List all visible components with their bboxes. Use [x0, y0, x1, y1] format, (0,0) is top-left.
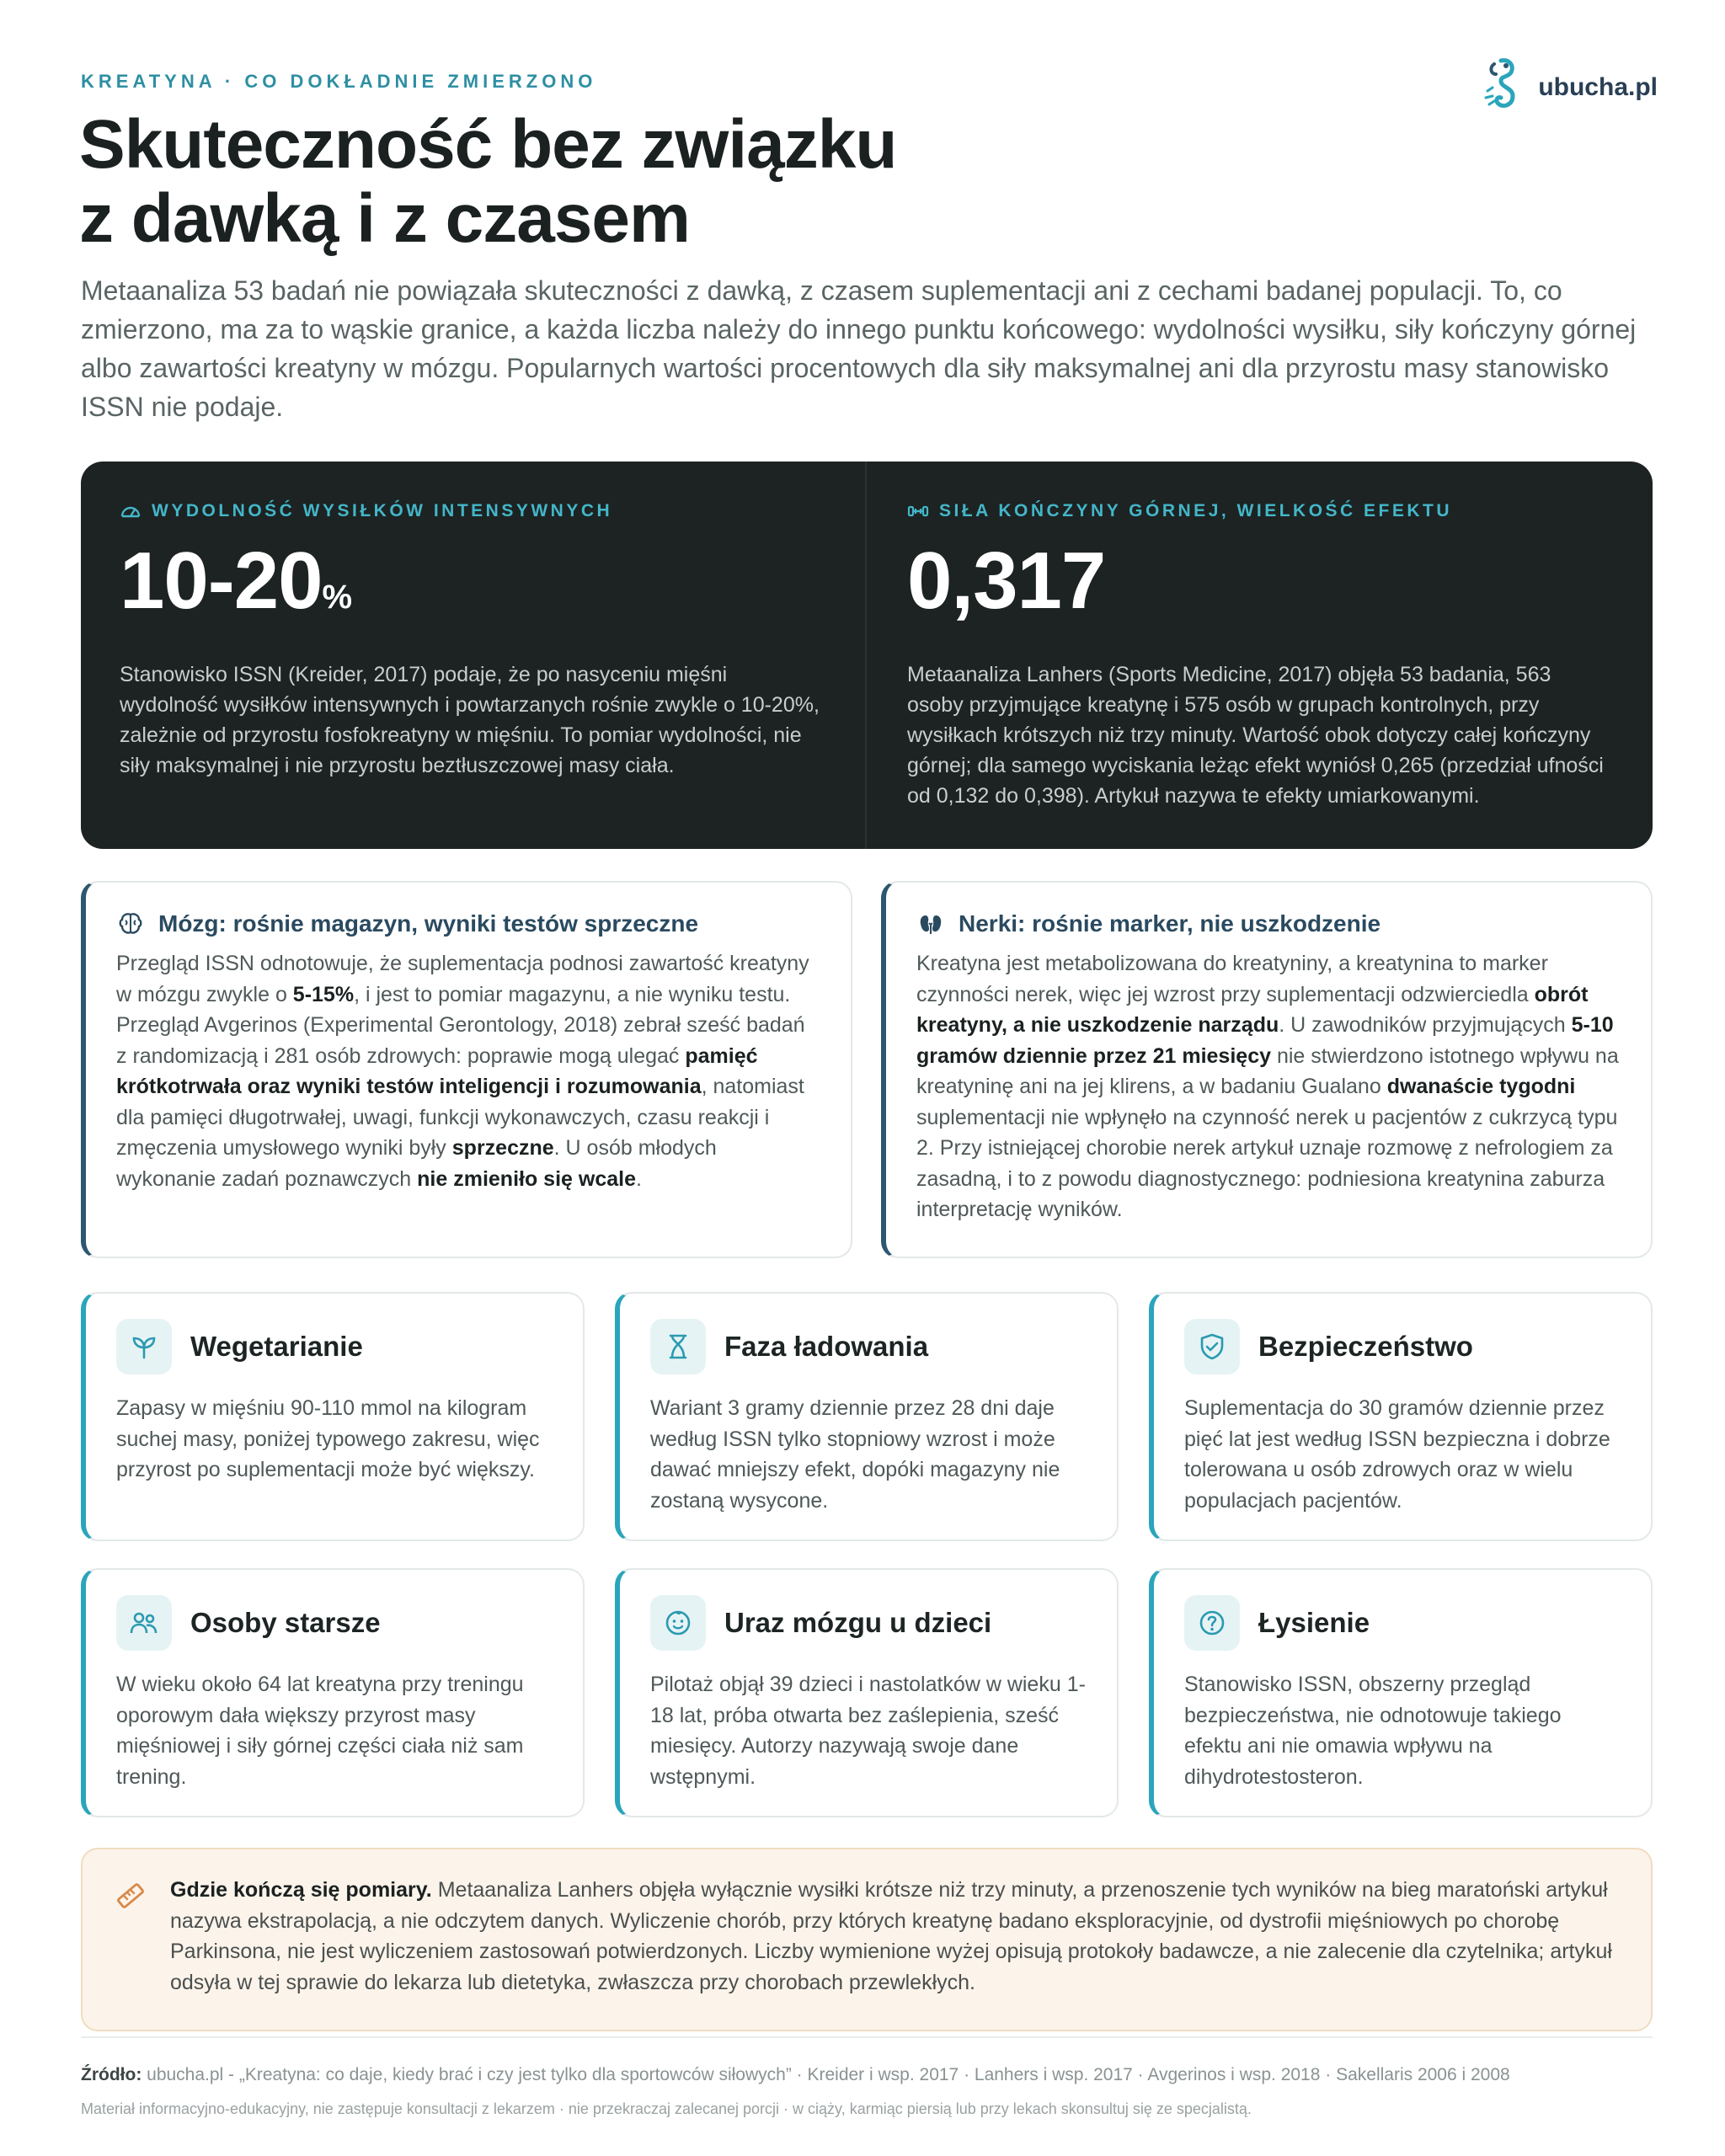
- kicker: KREATYNA · CO DOKŁADNIE ZMIERZONO: [81, 71, 597, 92]
- card-loading-phase: [615, 1292, 1119, 1541]
- hero-label-strength: [907, 500, 1612, 522]
- text-run: Przegląd ISSN odnotowuje, że suplementacja podnosi zawartość kreatyny w mózgu zwykle o: [116, 952, 809, 1006]
- text-run: suplementacji nie wpłynęło na czynność nerek u pacjentów z cukrzycą typu 2. Przy istniejącej chorobie nerek artykuł uznaje rozmowę z nefrologiem za zasadną, i to z powodu diagnostycznego: podniesiona kreatynina zaburza interpretację wyników.: [916, 1105, 1618, 1221]
- text-run: nie stwierdzono istotnego wpływu na kreatyninę ani na jej klirens, a w badaniu Gualano: [916, 1043, 1619, 1098]
- source-line: [81, 2065, 1510, 2085]
- ruler-icon: [113, 1880, 147, 1913]
- footer-divider: [81, 2036, 1653, 2038]
- gauge-icon: [120, 500, 142, 522]
- brand-logo[interactable]: [1476, 54, 1658, 121]
- question-icon: [1196, 1607, 1228, 1639]
- brain-card-text: [116, 948, 820, 1194]
- hero-value-number: 0,317: [907, 536, 1106, 626]
- card-title: Osoby starsze: [190, 1607, 381, 1638]
- icon-box: [650, 1319, 706, 1374]
- hourglass-icon: [662, 1331, 694, 1363]
- card-title: Faza ładowania: [724, 1331, 929, 1362]
- source-label: Źródło:: [81, 2065, 142, 2084]
- brain-card-heading: Mózg: rośnie magazyn, wyniki testów sprzeczne: [158, 910, 699, 937]
- card-text: W wieku około 64 lat kreatyna przy treningu oporowym dała większy przyrost masy mięśniowej i siły górnej części ciała niż sam trening.: [116, 1673, 524, 1789]
- card-title: Wegetarianie: [190, 1331, 363, 1362]
- hero-stat-performance: [81, 462, 865, 849]
- kidneys-icon: [916, 910, 945, 938]
- shield-check-icon: [1196, 1331, 1228, 1363]
- brain-card: [81, 881, 852, 1258]
- card-text: Pilotaż objął 39 dzieci i nastolatków w wieku 1-18 lat, próba otwarta bez zaślepienia, sześć miesięcy. Autorzy nazywają swoje dane wstępnymi.: [650, 1673, 1086, 1789]
- hero-description: Metaanaliza Lanhers (Sports Medicine, 2017) objęła 53 badania, 563 osoby przyjmujące kreatynę i 575 osób w grupach kontrolnych, przy wysiłkach krótszych niż trzy minuty. Wartość obok dotyczy całej kończyny górnej; dla samego wyciskania leżąc efekt wyniósł 0,265 (przedział ufności od 0,132 do 0,398). Artykuł nazywa te efekty umiarkowanymi.: [907, 663, 1604, 808]
- card-text: Wariant 3 gramy dziennie przez 28 dni daje według ISSN tylko stopniowy wzrost i może dawać mniejszy efekt, dopóki magazyny nie zostaną wysycone.: [650, 1396, 1060, 1513]
- title-line-1: Skuteczność bez związku: [79, 106, 897, 183]
- note-body: Metaanaliza Lanhers objęła wyłącznie wysiłki krótsze niż trzy minuty, a przenoszenie tych wyników na bieg maratoński artykuł nazywa ekstrapolacją, a nie odczytem danych. Wyliczenie chorób, przy których kreatynę badano eksploracyjnie, od dystrofii mięśniowych po chorobę Parkinsona, nie jest wyliczeniem zastosowań potwierdzonych. Liczby wymienione wyżej opisują protokoły badawcze, a nie zalecenie dla czytelnika; artykuł odsyła w tej sprawie do lekarza lub dietetyka, zwłaszcza przy chorobach przewlekłych.: [170, 1878, 1612, 1994]
- kidneys-card-heading: Nerki: rośnie marker, nie uszkodzenie: [959, 910, 1381, 937]
- page-title: [79, 108, 896, 256]
- icon-box: [116, 1319, 172, 1374]
- card-safety: [1149, 1292, 1653, 1541]
- emphasis: 5-10 gramów dziennie przez 21 miesięcy: [916, 1013, 1614, 1068]
- hero-label-performance: [120, 500, 825, 522]
- child-face-icon: [662, 1607, 694, 1639]
- text-run: . U osób młodych wykonanie zadań poznawczych: [116, 1136, 717, 1191]
- icon-box: [116, 1595, 172, 1651]
- hero-value-unit: %: [322, 579, 353, 616]
- icon-box: [1184, 1319, 1240, 1374]
- hero-label-text: WYDOLNOŚĆ WYSIŁKÓW INTENSYWNYCH: [152, 501, 613, 520]
- card-text: Suplementacja do 30 gramów dziennie przez pięć lat jest według ISSN bezpieczna i dobrze tolerowana u osób zdrowych oraz w wielu populacjach pacjentów.: [1184, 1396, 1610, 1513]
- card-head: [1184, 1595, 1621, 1651]
- kidneys-card-text: [916, 948, 1621, 1225]
- text-run: .: [635, 1166, 642, 1191]
- emphasis: sprzeczne: [451, 1136, 554, 1160]
- measurement-limits-note: [81, 1848, 1653, 2031]
- card-hair-loss: [1149, 1568, 1653, 1817]
- hero-value-number: 10-20: [120, 536, 323, 626]
- card-title: Uraz mózgu u dzieci: [724, 1607, 992, 1638]
- dumbbell-icon: [907, 500, 929, 522]
- icon-box: [650, 1595, 706, 1651]
- brain-card-title: [116, 910, 820, 938]
- text-run: Kreatyna jest metabolizowana do kreatyniny, a kreatynina to marker czynności nerek, więc jej wzrost przy suplementacji odzwierciedla: [916, 952, 1548, 1006]
- kidneys-card: [881, 881, 1653, 1258]
- text-run: , i jest to pomiar magazynu, a nie wyniku testu. Przegląd Avgerinos (Experimental Gerontology, 2018) zebrał sześć badań z randomizacją i 281 osób zdrowych: poprawie mogą ulegać: [116, 982, 805, 1068]
- card-older-people: [81, 1568, 585, 1817]
- card-title: Bezpieczeństwo: [1258, 1331, 1473, 1362]
- card-head: [650, 1595, 1087, 1651]
- brain-icon: [116, 910, 145, 938]
- card-head: [116, 1319, 553, 1374]
- intro-text: Metaanaliza 53 badań nie powiązała skuteczności z dawką, z czasem suplementacji ani z cechami badanej populacji. To, co zmierzono, ma za to wąskie granice, a każda liczba należy do innego punktu końcowego: wydolności wysiłku, siły kończyny górnej albo zawartości kreatyny w mózgu. Popularnych wartości procentowych dla siły maksymalnej ani dla przyrostu masy stanowisko ISSN nie podaje.: [81, 275, 1637, 422]
- emphasis: 5-15%: [292, 982, 355, 1006]
- title-line-2: z dawką i z czasem: [79, 180, 690, 257]
- card-child-brain-injury: [615, 1568, 1119, 1817]
- sprout-icon: [128, 1331, 160, 1363]
- hero-label-text: SIŁA KOŃCZYNY GÓRNEJ, WIELKOŚĆ EFEKTU: [939, 501, 1453, 520]
- text-run: . U zawodników przyjmujących: [1279, 1013, 1572, 1037]
- note-heading: Gdzie kończą się pomiary.: [170, 1878, 432, 1902]
- emphasis: dwanaście tygodni: [1386, 1075, 1576, 1098]
- card-text: Zapasy w mięśniu 90-110 mmol na kilogram suchej masy, poniżej typowego zakresu, więc przyrost po suplementacji może być większy.: [116, 1396, 540, 1481]
- text-run: , natomiast dla pamięci długotrwałej, uwagi, funkcji wykonawczych, czasu reakcji i zmęczenia umysłowego wyniki były: [116, 1075, 804, 1160]
- kidneys-card-title: [916, 910, 1621, 938]
- disclaimer: Materiał informacyjno-edukacyjny, nie zastępuje konsultacji z lekarzem · nie przekraczaj zalecanej porcji · w ciąży, karmiąc piersią lub przy lekach skonsultuj się ze specjalistą.: [81, 2100, 1252, 2117]
- seahorse-logo-icon: [1476, 54, 1526, 121]
- hero-panel: [81, 462, 1653, 849]
- hero-value: [120, 536, 825, 639]
- hero-description: Stanowisko ISSN (Kreider, 2017) podaje, że po nasyceniu mięśni wydolność wysiłków intensywnych i powtarzanych rośnie zwykle o 10-20%, zależnie od przyrostu fosfokreatyny w mięśniu. To pomiar wydolności, nie siły maksymalnej i nie przyrostu beztłuszczowej masy ciała.: [120, 663, 820, 777]
- card-head: [650, 1319, 1087, 1374]
- card-head: [1184, 1319, 1621, 1374]
- source-text: ubucha.pl - „Kreatyna: co daje, kiedy brać i czy jest tylko dla sportowców siłowych” · Kreider i wsp. 2017 · Lanhers i wsp. 2017 · Avgerinos i wsp. 2018 · Sakellaris 2006 i 2008: [142, 2065, 1510, 2084]
- emphasis: nie zmieniło się wcale: [417, 1166, 636, 1191]
- hero-value: [907, 536, 1612, 639]
- hero-stat-strength: [865, 462, 1653, 849]
- note-text: [170, 1875, 1614, 1998]
- emphasis: obrót kreatyny, a nie uszkodzenie narządu: [916, 982, 1589, 1037]
- card-title: Łysienie: [1258, 1607, 1370, 1638]
- card-head: [116, 1595, 553, 1651]
- emphasis: pamięć krótkotrwała oraz wyniki testów inteligencji i rozumowania: [116, 1043, 758, 1098]
- card-vegetarians: [81, 1292, 585, 1541]
- logo-text: ubucha.pl: [1538, 73, 1658, 101]
- icon-box: [1184, 1595, 1240, 1651]
- people-icon: [128, 1607, 160, 1639]
- card-text: Stanowisko ISSN, obszerny przegląd bezpieczeństwa, nie odnotowuje takiego efektu ani nie omawia wpływu na dihydrotestosteron.: [1184, 1673, 1562, 1789]
